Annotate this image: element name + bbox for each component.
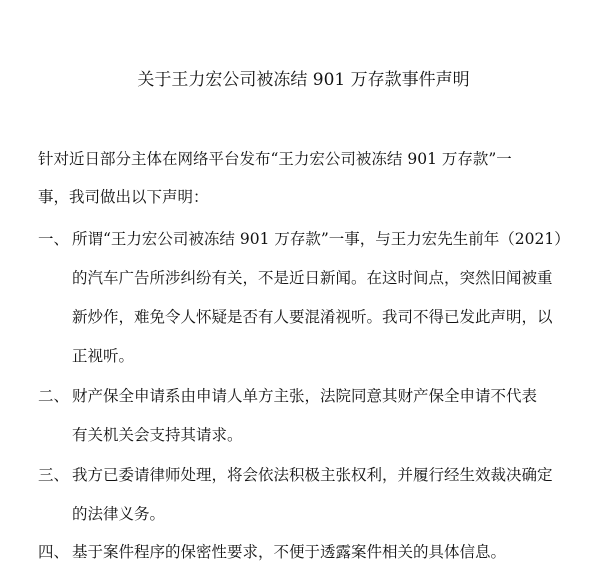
item-3-marker: 三、 bbox=[38, 466, 70, 484]
item-1-line-1: 所谓“王力宏公司被冻结 901 万存款”一事，与王力宏先生前年（2021） bbox=[72, 230, 570, 248]
item-1-line-2: 的汽车广告所涉纠纷有关，不是近日新闻。在这时间点，突然旧闻被重 bbox=[72, 269, 553, 287]
item-3-line-2: 的法律义务。 bbox=[72, 505, 166, 523]
item-4-line-1: 基于案件程序的保密性要求，不便于透露案件相关的具体信息。 bbox=[72, 543, 507, 561]
intro-line-1: 针对近日部分主体在网络平台发布“王力宏公司被冻结 901 万存款”一 bbox=[38, 150, 512, 168]
item-2-line-1: 财产保全申请系由申请人单方主张，法院同意其财产保全申请不代表 bbox=[72, 387, 538, 405]
item-1-marker: 一、 bbox=[38, 230, 70, 248]
item-2-line-2: 有关机关会支持其请求。 bbox=[72, 426, 243, 444]
item-3-line-1: 我方已委请律师处理，将会依法积极主张权利，并履行经生效裁决确定 bbox=[72, 466, 553, 484]
item-1-line-3: 新炒作，难免令人怀疑是否有人要混淆视听。我司不得已发此声明，以 bbox=[72, 308, 553, 326]
document-title: 关于王力宏公司被冻结 901 万存款事件声明 bbox=[137, 70, 470, 90]
item-4-marker: 四、 bbox=[38, 543, 70, 561]
intro-line-2: 事，我司做出以下声明： bbox=[38, 188, 209, 206]
item-2-marker: 二、 bbox=[38, 387, 70, 405]
item-1-line-4: 正视听。 bbox=[72, 347, 135, 365]
